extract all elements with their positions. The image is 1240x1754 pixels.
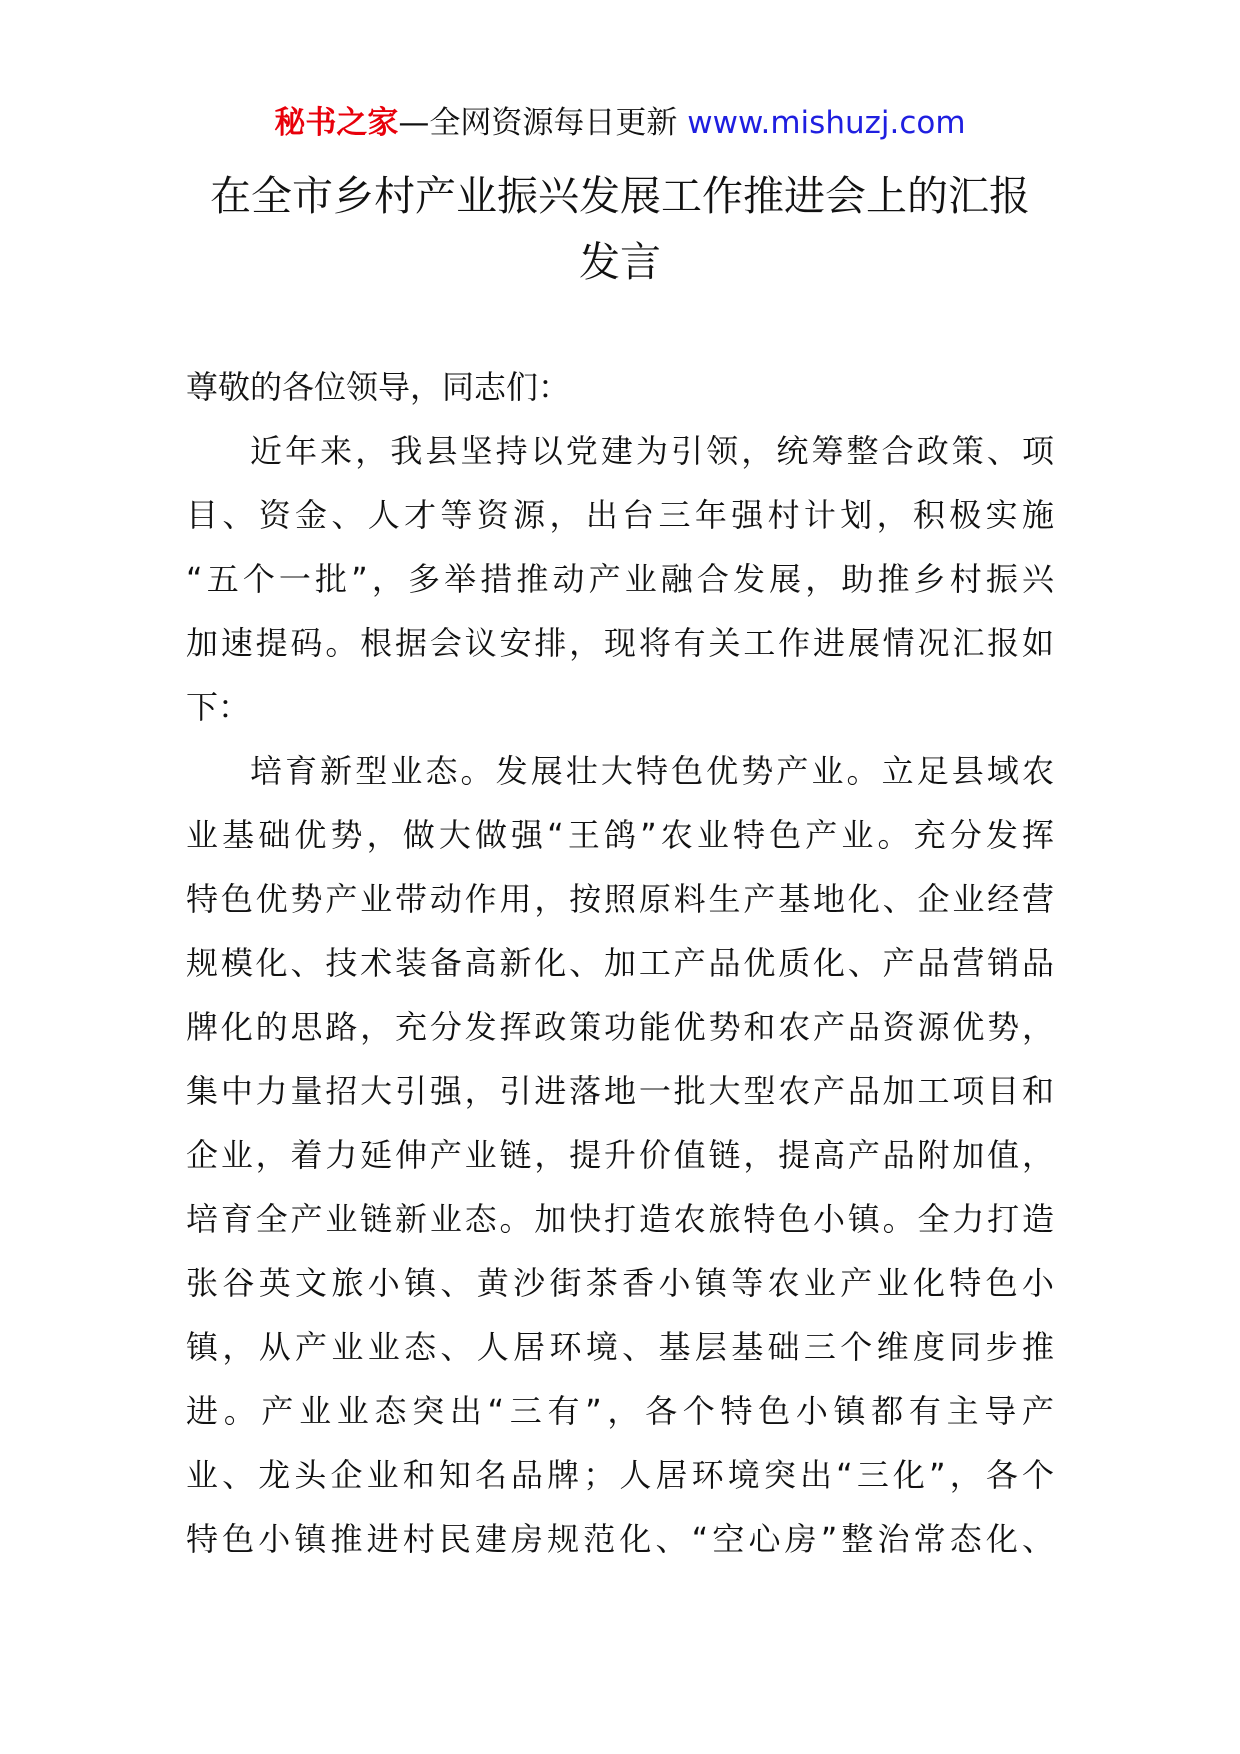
site-slogan: —全网资源每日更新 [398,105,688,141]
document-title [150,163,1090,295]
paragraph-2-line: 特色优势产业带动作用，按照原料生产基地化、企业经营 [186,880,1054,918]
paragraph-2-line: 业基础优势，做大做强“王鸽”农业特色产业。充分发挥 [186,816,1054,854]
greeting: 尊敬的各位领导，同志们： [186,368,571,406]
paragraph-2-line: 业、龙头企业和知名品牌；人居环境突出“三化”，各个 [186,1456,1054,1494]
paragraph-1-line: 目、资金、人才等资源，出台三年强村计划，积极实施 [186,496,1054,534]
site-header [0,101,1240,145]
paragraph-2-line: 规模化、技术装备高新化、加工产品优质化、产品营销品 [186,944,1054,982]
paragraph-2-line: 牌化的思路，充分发挥政策功能优势和农产品资源优势， [186,1008,1054,1046]
paragraph-1-line: “五个一批”，多举措推动产业融合发展，助推乡村振兴 [186,560,1054,598]
paragraph-1-line: 下： [186,688,251,726]
title-line-2: 发言 [579,238,661,286]
site-brand: 秘书之家 [274,105,399,141]
paragraph-2-line: 培育新型业态。发展壮大特色优势产业。立足县域农 [250,752,1054,790]
document-body [186,355,1054,1571]
paragraph-1-line: 加速提码。根据会议安排，现将有关工作进展情况汇报如 [186,624,1054,662]
paragraph-2-line: 张谷英文旅小镇、黄沙街茶香小镇等农业产业化特色小 [186,1264,1054,1302]
paragraph-2-line: 镇，从产业业态、人居环境、基层基础三个维度同步推 [186,1328,1054,1366]
paragraph-1-line: 近年来，我县坚持以党建为引领，统筹整合政策、项 [250,432,1054,470]
site-url[interactable]: www.mishuzj.com [687,105,966,141]
paragraph-2-line: 特色小镇推进村民建房规范化、“空心房”整治常态化、 [186,1520,1054,1558]
paragraph-2-line: 企业，着力延伸产业链，提升价值链，提高产品附加值， [186,1136,1054,1174]
paragraph-2-line: 集中力量招大引强，引进落地一批大型农产品加工项目和 [186,1072,1054,1110]
paragraph-2-line: 进。产业业态突出“三有”，各个特色小镇都有主导产 [186,1392,1054,1430]
title-line-1: 在全市乡村产业振兴发展工作推进会上的汇报 [210,172,1030,220]
paragraph-2-line: 培育全产业链新业态。加快打造农旅特色小镇。全力打造 [186,1200,1054,1238]
